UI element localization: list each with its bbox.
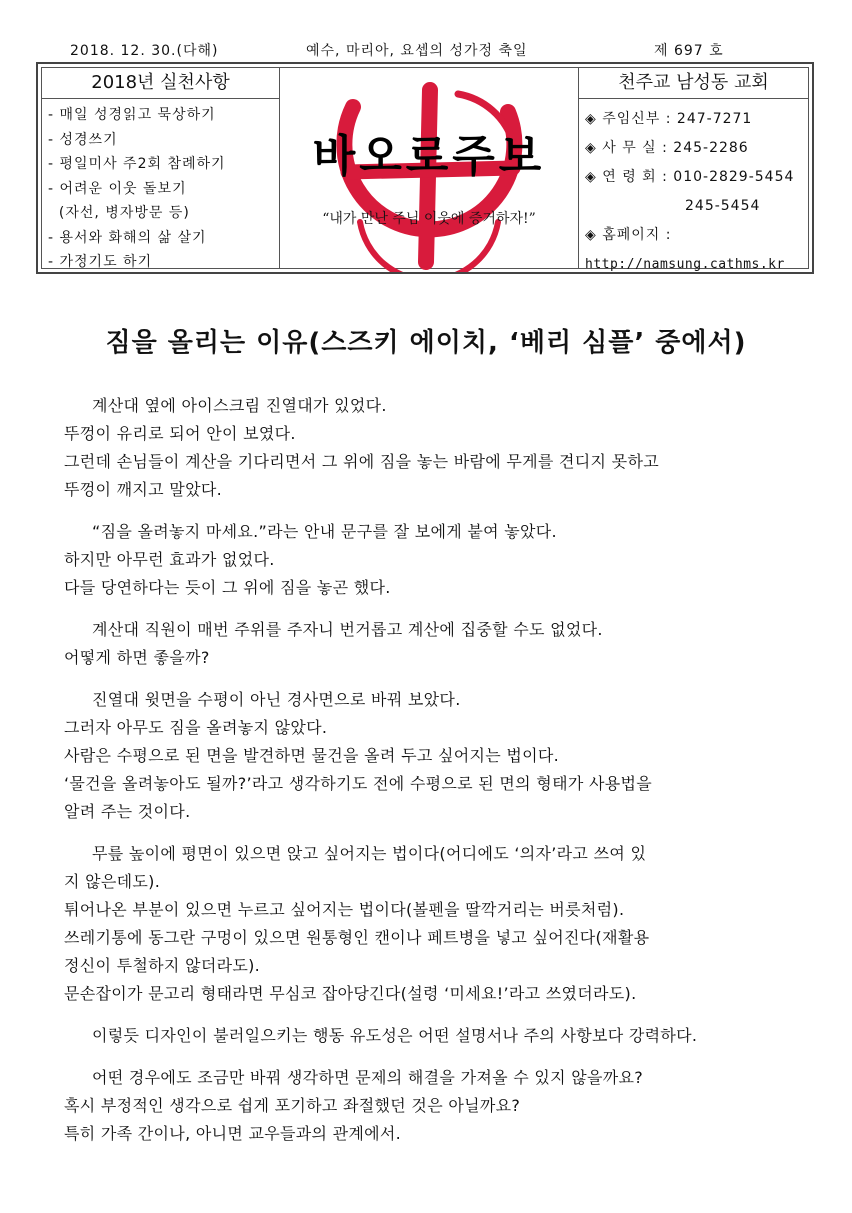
contact-item-homepage-label: ◈ 홈페이지 : bbox=[585, 227, 672, 243]
church-contact-box bbox=[578, 68, 808, 272]
issue-header-line bbox=[70, 40, 750, 60]
article-line: 뚜껑이 깨지고 말았다. bbox=[64, 480, 222, 499]
practice-item: - 가정기도 하기 bbox=[48, 254, 153, 270]
article-line: 혹시 부정적인 생각으로 쉽게 포기하고 좌절했던 것은 아닐까요? bbox=[64, 1096, 521, 1115]
article-line: 어떻게 하면 좋을까? bbox=[64, 648, 210, 667]
article-paragraph bbox=[64, 518, 784, 602]
article-line: 그런데 손님들이 계산을 기다리면서 그 위에 짐을 놓는 바람에 무게를 견디지 못하고 bbox=[64, 452, 659, 471]
homepage-link[interactable]: http://namsung.cathms.kr bbox=[585, 257, 785, 272]
article-paragraph bbox=[64, 686, 784, 826]
article-line: 어떤 경우에도 조금만 바꿔 생각하면 문제의 해결을 가져올 수 있지 않을까요? bbox=[92, 1068, 644, 1087]
bulletin-motto: “내가 만난 주님 이웃에 증거하자!” bbox=[322, 211, 536, 227]
contact-item-funeral-society: ◈ 연 령 회 : 010-2829-5454 bbox=[585, 169, 795, 185]
article-paragraph bbox=[64, 1022, 784, 1050]
contact-item-funeral-society-alt: 245-5454 bbox=[685, 198, 761, 214]
article-paragraph bbox=[64, 392, 784, 504]
article-line: 뚜껑이 유리로 되어 안이 보였다. bbox=[64, 424, 296, 443]
article-line: 알려 주는 것이다. bbox=[64, 802, 191, 821]
article-line: 특히 가족 간이나, 아니면 교우들과의 관계에서. bbox=[64, 1124, 402, 1143]
article-line: 정신이 투철하지 않더라도). bbox=[64, 956, 261, 975]
article-line: 사람은 수평으로 된 면을 발견하면 물건을 올려 두고 싶어지는 법이다. bbox=[64, 746, 560, 765]
practice-item: - 어려운 이웃 돌보기 bbox=[48, 180, 187, 197]
practice-item: - 평일미사 주2회 참례하기 bbox=[48, 156, 226, 172]
article-line: 다들 당연하다는 듯이 그 위에 짐을 놓곤 했다. bbox=[64, 578, 391, 597]
bulletin-logo-area bbox=[280, 68, 578, 268]
issue-date: 2018. 12. 30.(다해) bbox=[70, 43, 219, 59]
practice-box bbox=[42, 68, 280, 268]
article-line: 무릎 높이에 평면이 있으면 앉고 싶어지는 법이다(어디에도 ‘의자’라고 쓰여 있 bbox=[92, 844, 647, 863]
article-paragraph bbox=[64, 1064, 784, 1148]
article-body bbox=[64, 392, 784, 1162]
bulletin-name: 바오로주보 bbox=[312, 131, 546, 182]
article-line: 문손잡이가 문고리 형태라면 무심코 잡아당긴다(설령 ‘미세요!’라고 쓰였더라도). bbox=[64, 984, 637, 1003]
article-line: 계산대 옆에 아이스크림 진열대가 있었다. bbox=[92, 396, 387, 415]
practice-item: (자선, 병자방문 등) bbox=[48, 205, 190, 221]
article-line: “짐을 올려놓지 마세요.”라는 안내 문구를 잘 보에게 붙여 놓았다. bbox=[92, 522, 557, 541]
article-line: 그러자 아무도 짐을 올려놓지 않았다. bbox=[64, 718, 328, 737]
practice-item: - 용서와 화해의 삶 살기 bbox=[48, 229, 207, 246]
article-line: 계산대 직원이 매번 주위를 주자니 번거롭고 계산에 집중할 수도 없었다. bbox=[92, 620, 603, 639]
practice-title: 2018년 실천사항 bbox=[42, 68, 279, 99]
article-title: 짐을 올리는 이유(스즈키 에이치, ‘베리 심플’ 중에서) bbox=[105, 328, 747, 358]
practice-item: - 성경쓰기 bbox=[48, 131, 118, 148]
article-line: 하지만 아무런 효과가 없었다. bbox=[64, 550, 275, 569]
article-paragraph bbox=[64, 840, 784, 1008]
masthead bbox=[36, 62, 814, 274]
article-line: 이렇듯 디자인이 불러일으키는 행동 유도성은 어떤 설명서나 주의 사항보다 강력하다. bbox=[92, 1026, 698, 1045]
article-line: 쓰레기통에 동그란 구멍이 있으면 원통형인 캔이나 페트병을 넣고 싶어진다(재활용 bbox=[64, 928, 650, 947]
masthead-inner-frame bbox=[41, 67, 809, 272]
contact-list bbox=[579, 99, 808, 279]
article-paragraph bbox=[64, 616, 784, 672]
article-line: 진열대 윗면을 수평이 아닌 경사면으로 바꿔 보았다. bbox=[92, 690, 461, 709]
contact-item-priest: ◈ 주임신부 : 247-7271 bbox=[585, 111, 753, 127]
article-line: ‘물건을 올려놓아도 될까?’라고 생각하기도 전에 수평으로 된 면의 형태가 사용법을 bbox=[64, 774, 652, 793]
article-line: 지 않은데도). bbox=[64, 872, 161, 891]
article-line: 튀어나온 부분이 있으면 누르고 싶어지는 법이다(볼펜을 딸깍거리는 버릇처럼). bbox=[64, 900, 625, 919]
practice-list bbox=[42, 99, 279, 275]
church-name: 천주교 남성동 교회 bbox=[579, 68, 808, 99]
issue-number: 제 697 호 bbox=[654, 43, 724, 59]
contact-item-office: ◈ 사 무 실 : 245-2286 bbox=[585, 140, 749, 156]
feast-name: 예수, 마리아, 요셉의 성가정 축일 bbox=[306, 43, 528, 59]
practice-item: - 매일 성경읽고 묵상하기 bbox=[48, 107, 216, 123]
